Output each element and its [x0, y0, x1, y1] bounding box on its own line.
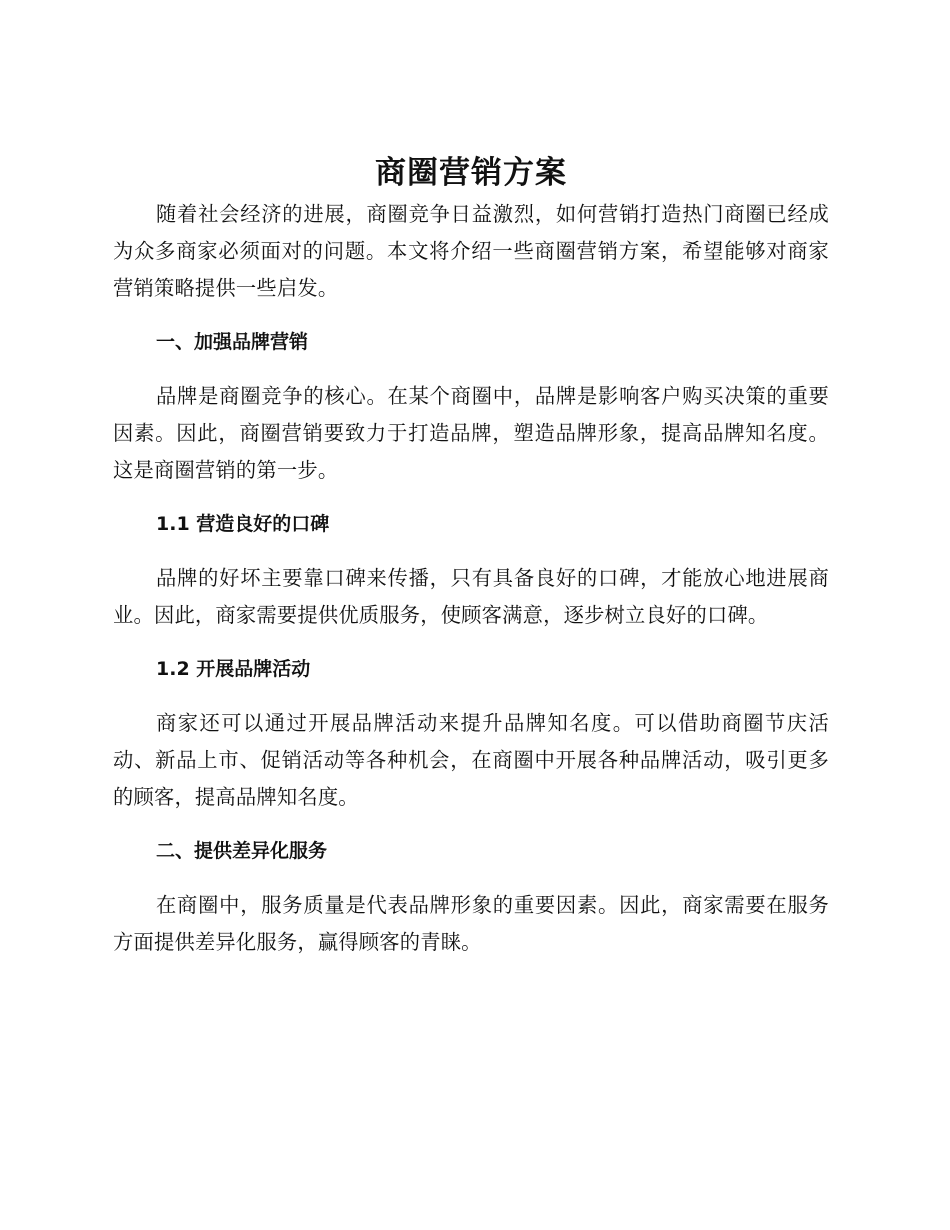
section-heading-brand-marketing: 一、加强品牌营销 — [156, 331, 309, 353]
section-paragraph-brand-marketing: 品牌是商圈竞争的核心。在某个商圈中，品牌是影响客户购买决策的重要因素。因此，商圈营销要致力于打造品牌，塑造品牌形象，提高品牌知名度。这是商圈营销的第一步。 — [113, 384, 829, 482]
section-paragraph-differentiated-service: 在商圈中，服务质量是代表品牌形象的重要因素。因此，商家需要在服务方面提供差异化服务，赢得顾客的青睐。 — [113, 893, 829, 954]
section-heading-differentiated-service: 二、提供差异化服务 — [156, 840, 328, 862]
intro-paragraph: 随着社会经济的进展，商圈竞争日益激烈，如何营销打造热门商圈已经成为众多商家必须面对的问题。本文将介绍一些商圈营销方案，希望能够对商家营销策略提供一些启发。 — [113, 202, 829, 300]
section-paragraph-reputation: 品牌的好坏主要靠口碑来传播，只有具备良好的口碑，才能放心地进展商业。因此，商家需要提供优质服务，使顾客满意，逐步树立良好的口碑。 — [113, 566, 829, 627]
section-heading-brand-activities: 1.2 开展品牌活动 — [156, 658, 311, 680]
document-body — [113, 150, 829, 961]
document-title: 商圈营销方案 — [375, 155, 567, 191]
section-heading-reputation: 1.1 营造良好的口碑 — [156, 513, 330, 535]
section-paragraph-brand-activities: 商家还可以通过开展品牌活动来提升品牌知名度。可以借助商圈节庆活动、新品上市、促销活动等各种机会，在商圈中开展各种品牌活动，吸引更多的顾客，提高品牌知名度。 — [113, 711, 829, 809]
